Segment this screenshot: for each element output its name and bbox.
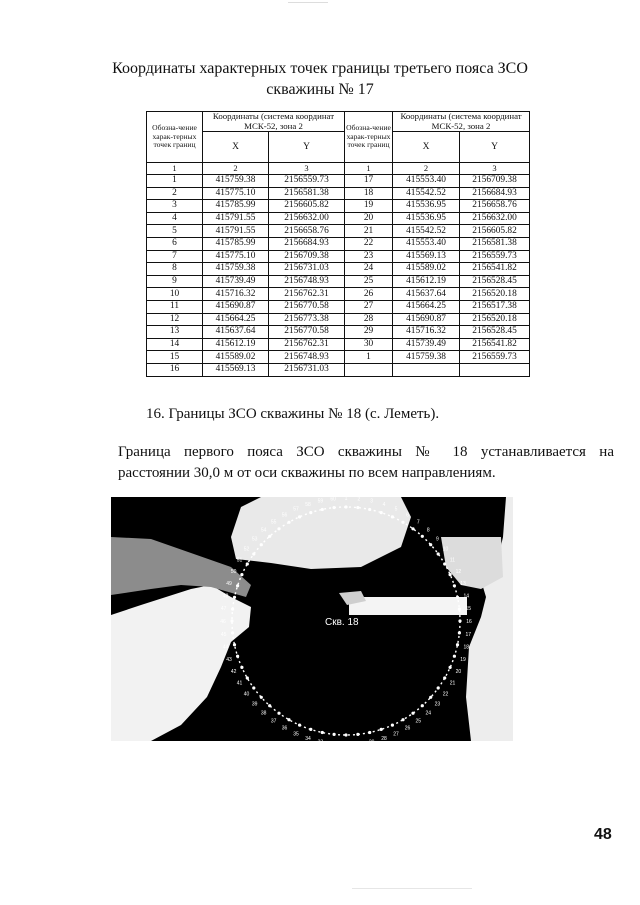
boundary-point-label: 50 [230, 569, 237, 575]
boundary-point-label: 60 [330, 496, 336, 503]
table-cell [393, 363, 460, 376]
table-cell: 2156684.93 [460, 187, 530, 200]
table-row [147, 212, 530, 225]
boundary-point-marker [321, 508, 324, 511]
map-svg [111, 496, 513, 748]
table-row [147, 237, 530, 250]
table-cell: 415775.10 [203, 187, 269, 200]
table-cell: 9 [147, 275, 203, 288]
table-cell: 415690.87 [393, 313, 460, 326]
boundary-point-marker [287, 521, 290, 524]
boundary-point-label: 52 [243, 546, 250, 553]
boundary-point-label: 3 [370, 498, 373, 505]
table-cell: 29 [345, 326, 393, 339]
boundary-point-marker [344, 505, 347, 508]
table-cell: 7 [147, 250, 203, 263]
boundary-point-marker [453, 655, 456, 658]
boundary-point-label: 42 [230, 669, 237, 675]
boundary-point-marker [380, 728, 383, 731]
boundary-point-marker [333, 733, 336, 736]
table-row [147, 275, 530, 288]
table-cell: 415759.38 [203, 263, 269, 276]
boundary-point-marker [240, 666, 243, 669]
table-cell: 2156541.82 [460, 263, 530, 276]
table-cell: 2156773.38 [269, 313, 345, 326]
table-cell: 415637.64 [393, 288, 460, 301]
boundary-point-marker [437, 686, 440, 689]
title-line-2: скважины № 17 [266, 81, 374, 98]
boundary-point-marker [456, 596, 459, 599]
boundary-point-label: 9 [436, 536, 439, 543]
table-cell: 1 [345, 351, 393, 364]
table-row [147, 326, 530, 339]
table-cell: 26 [345, 288, 393, 301]
boundary-point-label: 17 [465, 631, 472, 638]
table-cell: 12 [147, 313, 203, 326]
boundary-point-label: 57 [293, 506, 299, 513]
boundary-point-label: 25 [415, 718, 422, 725]
column-index: 1 [345, 163, 393, 175]
table-cell: 21 [345, 225, 393, 238]
well-boundary-map [111, 496, 513, 748]
boundary-point-marker [411, 712, 414, 715]
table-row [147, 250, 530, 263]
x-header: X [203, 132, 269, 163]
boundary-point-label: 23 [434, 701, 441, 708]
table-cell: 415739.49 [203, 275, 269, 288]
table-cell: 415612.19 [203, 338, 269, 351]
table-cell: 415775.10 [203, 250, 269, 263]
table-cell: 415739.49 [393, 338, 460, 351]
table-cell: 2156684.93 [269, 237, 345, 250]
column-index: 3 [269, 163, 345, 175]
boundary-point-marker [421, 535, 424, 538]
table-cell: 2156581.38 [460, 237, 530, 250]
boundary-point-marker [240, 573, 243, 576]
table-cell: 415785.99 [203, 237, 269, 250]
boundary-point-label: 7 [416, 519, 420, 526]
boundary-point-label: 10 [442, 546, 449, 553]
table-cell: 2156770.58 [269, 300, 345, 313]
table-cell: 2156517.38 [460, 300, 530, 313]
table-cell: 415542.52 [393, 187, 460, 200]
table-cell: 2156528.45 [460, 275, 530, 288]
table-cell: 2156632.00 [460, 212, 530, 225]
boundary-point-marker [236, 584, 239, 587]
boundary-point-marker [260, 543, 263, 546]
boundary-point-label: 28 [381, 736, 387, 742]
boundary-point-label: 54 [260, 527, 267, 534]
table-cell: 415791.55 [203, 212, 269, 225]
table-cell: 18 [345, 187, 393, 200]
boundary-point-marker [333, 506, 336, 509]
table-cell: 415536.95 [393, 200, 460, 213]
table-cell: 2156632.00 [269, 212, 345, 225]
boundary-point-label: 15 [465, 606, 472, 613]
boundary-point-label: 49 [226, 581, 232, 587]
table-cell: 2156559.73 [269, 175, 345, 188]
column-index: 3 [460, 163, 530, 175]
coordinates-table-body [147, 175, 530, 377]
well-label: Скв. 18 [325, 617, 359, 628]
boundary-point-label: 5 [394, 506, 398, 513]
coords-group-header: Координаты (система координат МСК-52, зона 2 [203, 112, 345, 132]
boundary-point-marker [458, 631, 461, 634]
table-cell: 23 [345, 250, 393, 263]
boundary-point-label: 59 [317, 498, 324, 505]
boundary-point-marker [233, 643, 236, 646]
table-cell: 2156605.82 [269, 200, 345, 213]
table-cell: 3 [147, 200, 203, 213]
table-cell: 2156528.45 [460, 326, 530, 339]
table-cell: 20 [345, 212, 393, 225]
table-cell: 415569.13 [393, 250, 460, 263]
table-cell: 27 [345, 300, 393, 313]
table-row [147, 200, 530, 213]
boundary-point-label: 51 [236, 557, 243, 564]
boundary-point-label: 37 [270, 718, 277, 725]
page-title [0, 58, 640, 100]
boundary-point-label: 24 [425, 710, 432, 717]
boundary-point-label: 53 [251, 536, 258, 543]
boundary-point-marker [380, 511, 383, 514]
boundary-point-marker [443, 676, 446, 679]
table-cell: 415542.52 [393, 225, 460, 238]
table-cell: 2156520.18 [460, 313, 530, 326]
boundary-point-label: 30 [356, 741, 362, 748]
table-cell: 415569.13 [203, 363, 269, 376]
table-cell: 2156762.31 [269, 288, 345, 301]
table-row [147, 363, 530, 376]
table-row [147, 288, 530, 301]
designation-header-2: Обозна-чение харак-терных точек границ [345, 112, 393, 163]
boundary-point-label: 21 [449, 680, 456, 687]
table-cell: 415759.38 [203, 175, 269, 188]
boundary-point-label: 56 [281, 512, 288, 519]
boundary-point-marker [356, 506, 359, 509]
boundary-point-marker [458, 619, 461, 622]
table-row [147, 351, 530, 364]
table-row [147, 225, 530, 238]
boundary-point-marker [401, 521, 404, 524]
boundary-point-marker [429, 543, 432, 546]
table-cell: 415612.19 [393, 275, 460, 288]
table-cell: 13 [147, 326, 203, 339]
boundary-point-marker [252, 686, 255, 689]
boundary-point-label: 6 [406, 512, 409, 519]
boundary-point-marker [298, 515, 301, 518]
table-cell: 11 [147, 300, 203, 313]
table-cell: 2156748.93 [269, 351, 345, 364]
boundary-point-marker [268, 704, 271, 707]
table-row [147, 175, 530, 188]
table-cell: 2156709.38 [269, 250, 345, 263]
table-cell: 415589.02 [393, 263, 460, 276]
table-cell: 415553.40 [393, 175, 460, 188]
boundary-point-label: 47 [220, 606, 227, 613]
boundary-point-marker [421, 704, 424, 707]
boundary-point-marker [437, 552, 440, 555]
boundary-point-marker [453, 584, 456, 587]
boundary-point-marker [246, 676, 249, 679]
table-row [147, 300, 530, 313]
boundary-point-marker [449, 573, 452, 576]
table-cell: 415664.25 [203, 313, 269, 326]
table-row [147, 338, 530, 351]
boundary-point-marker [401, 718, 404, 721]
table-cell: 415690.87 [203, 300, 269, 313]
boundary-point-label: 39 [251, 701, 258, 708]
column-index-row [147, 163, 530, 175]
boundary-point-label: 14 [463, 593, 470, 600]
table-cell: 28 [345, 313, 393, 326]
boundary-point-label: 12 [455, 569, 462, 575]
boundary-point-label: 27 [393, 731, 399, 738]
title-line-1: Координаты характерных точек границы третьего пояса ЗСО [112, 60, 528, 77]
table-cell: 14 [147, 338, 203, 351]
table-cell: 15 [147, 351, 203, 364]
boundary-point-label: 13 [460, 581, 466, 587]
x-header-2: X [393, 132, 460, 163]
table-row [147, 263, 530, 276]
boundary-point-label: 58 [305, 502, 311, 508]
boundary-point-label: 41 [236, 680, 243, 687]
map-road [349, 597, 467, 615]
boundary-point-marker [230, 619, 233, 622]
table-cell: 2 [147, 187, 203, 200]
boundary-point-marker [260, 696, 263, 699]
column-index: 1 [147, 163, 203, 175]
boundary-point-label: 4 [382, 502, 386, 508]
table-cell: 2156658.76 [269, 225, 345, 238]
boundary-point-label: 8 [426, 527, 430, 534]
y-header-2: Y [460, 132, 530, 163]
boundary-point-marker [231, 608, 234, 611]
table-cell: 415785.99 [203, 200, 269, 213]
boundary-point-label: 22 [442, 691, 449, 698]
paragraph-line-2: расстоянии 30,0 м от оси скважины по всем направлениям. [118, 465, 496, 481]
y-header: Y [269, 132, 345, 163]
boundary-point-label: 1 [344, 496, 348, 502]
boundary-point-label: 40 [243, 691, 250, 698]
table-row [147, 313, 530, 326]
table-cell: 415791.55 [203, 225, 269, 238]
boundary-point-marker [368, 508, 371, 511]
boundary-point-marker [246, 562, 249, 565]
table-row [147, 187, 530, 200]
boundary-point-marker [236, 655, 239, 658]
boundary-point-label: 19 [460, 657, 466, 663]
boundary-point-marker [252, 552, 255, 555]
boundary-point-label: 36 [281, 725, 288, 732]
boundary-point-label: 26 [404, 725, 411, 732]
coords-group-header-2: Координаты (система координат МСК-52, зона 2 [393, 112, 530, 132]
boundary-point-marker [277, 527, 280, 530]
table-cell: 2156520.18 [460, 288, 530, 301]
boundary-point-label: 2 [357, 496, 361, 503]
paragraph-line-1: Граница первого пояса ЗСО скважины № 18 устанавливается на [118, 444, 614, 460]
table-cell: 415589.02 [203, 351, 269, 364]
page-number: 48 [594, 826, 612, 843]
boundary-point-marker [231, 631, 234, 634]
boundary-point-marker [268, 535, 271, 538]
boundary-point-marker [391, 724, 394, 727]
boundary-point-marker [368, 731, 371, 734]
table-cell: 415536.95 [393, 212, 460, 225]
boundary-point-label: 38 [260, 710, 267, 717]
table-cell: 2156709.38 [460, 175, 530, 188]
boundary-point-marker [309, 511, 312, 514]
section-paragraph [118, 442, 614, 484]
boundary-point-marker [321, 731, 324, 734]
table-cell: 25 [345, 275, 393, 288]
table-cell: 415716.32 [203, 288, 269, 301]
table-cell: 415759.38 [393, 351, 460, 364]
table-cell: 2156762.31 [269, 338, 345, 351]
boundary-point-label: 55 [270, 519, 277, 526]
boundary-point-marker [287, 718, 290, 721]
boundary-point-label: 45 [220, 631, 227, 638]
top-scan-mark [288, 2, 328, 3]
boundary-point-marker [356, 733, 359, 736]
boundary-point-label: 46 [220, 619, 226, 625]
boundary-point-marker [309, 728, 312, 731]
column-index: 2 [203, 163, 269, 175]
boundary-point-label: 33 [317, 739, 324, 746]
table-cell [345, 363, 393, 376]
table-cell: 2156731.03 [269, 263, 345, 276]
table-cell: 8 [147, 263, 203, 276]
boundary-point-label: 44 [222, 644, 229, 651]
table-cell: 2156748.93 [269, 275, 345, 288]
table-cell: 5 [147, 225, 203, 238]
table-cell: 2156581.38 [269, 187, 345, 200]
boundary-point-marker [277, 712, 280, 715]
boundary-point-label: 35 [293, 731, 299, 738]
designation-header: Обозна-чение харак-терных точек границ [147, 112, 203, 163]
boundary-point-label: 29 [368, 739, 375, 746]
boundary-point-marker [449, 666, 452, 669]
table-cell: 2156541.82 [460, 338, 530, 351]
boundary-point-marker [411, 527, 414, 530]
boundary-point-marker [443, 562, 446, 565]
table-cell: 6 [147, 237, 203, 250]
boundary-point-label: 20 [455, 669, 462, 675]
boundary-point-marker [456, 643, 459, 646]
table-cell: 22 [345, 237, 393, 250]
table-cell: 19 [345, 200, 393, 213]
table-cell: 2156559.73 [460, 250, 530, 263]
table-cell: 4 [147, 212, 203, 225]
boundary-point-label: 18 [463, 644, 470, 651]
coordinates-table [146, 111, 530, 377]
table-cell: 415664.25 [393, 300, 460, 313]
section-heading: 16. Границы ЗСО скважины № 18 (с. Леметь). [146, 406, 440, 422]
boundary-point-marker [429, 696, 432, 699]
table-cell: 2156559.73 [460, 351, 530, 364]
boundary-point-marker [233, 596, 236, 599]
table-cell: 2156658.76 [460, 200, 530, 213]
table-cell: 1 [147, 175, 203, 188]
boundary-point-marker [298, 724, 301, 727]
boundary-point-label: 48 [222, 593, 229, 600]
boundary-point-marker [391, 515, 394, 518]
boundary-point-label: 11 [449, 557, 456, 564]
table-cell: 415553.40 [393, 237, 460, 250]
table-cell: 10 [147, 288, 203, 301]
table-cell: 17 [345, 175, 393, 188]
table-cell: 2156605.82 [460, 225, 530, 238]
bottom-scan-mark [352, 888, 472, 889]
table-cell: 2156731.03 [269, 363, 345, 376]
table-cell: 24 [345, 263, 393, 276]
boundary-point-label: 31 [343, 742, 349, 748]
table-cell: 415716.32 [393, 326, 460, 339]
boundary-point-label: 32 [330, 741, 336, 748]
boundary-point-marker [344, 733, 347, 736]
boundary-point-marker [458, 608, 461, 611]
boundary-point-label: 16 [466, 619, 472, 625]
table-cell: 30 [345, 338, 393, 351]
column-index: 2 [393, 163, 460, 175]
table-cell: 415637.64 [203, 326, 269, 339]
table-cell: 16 [147, 363, 203, 376]
boundary-point-label: 43 [226, 657, 232, 663]
table-cell [460, 363, 530, 376]
boundary-point-label: 34 [305, 736, 311, 742]
table-cell: 2156770.58 [269, 326, 345, 339]
